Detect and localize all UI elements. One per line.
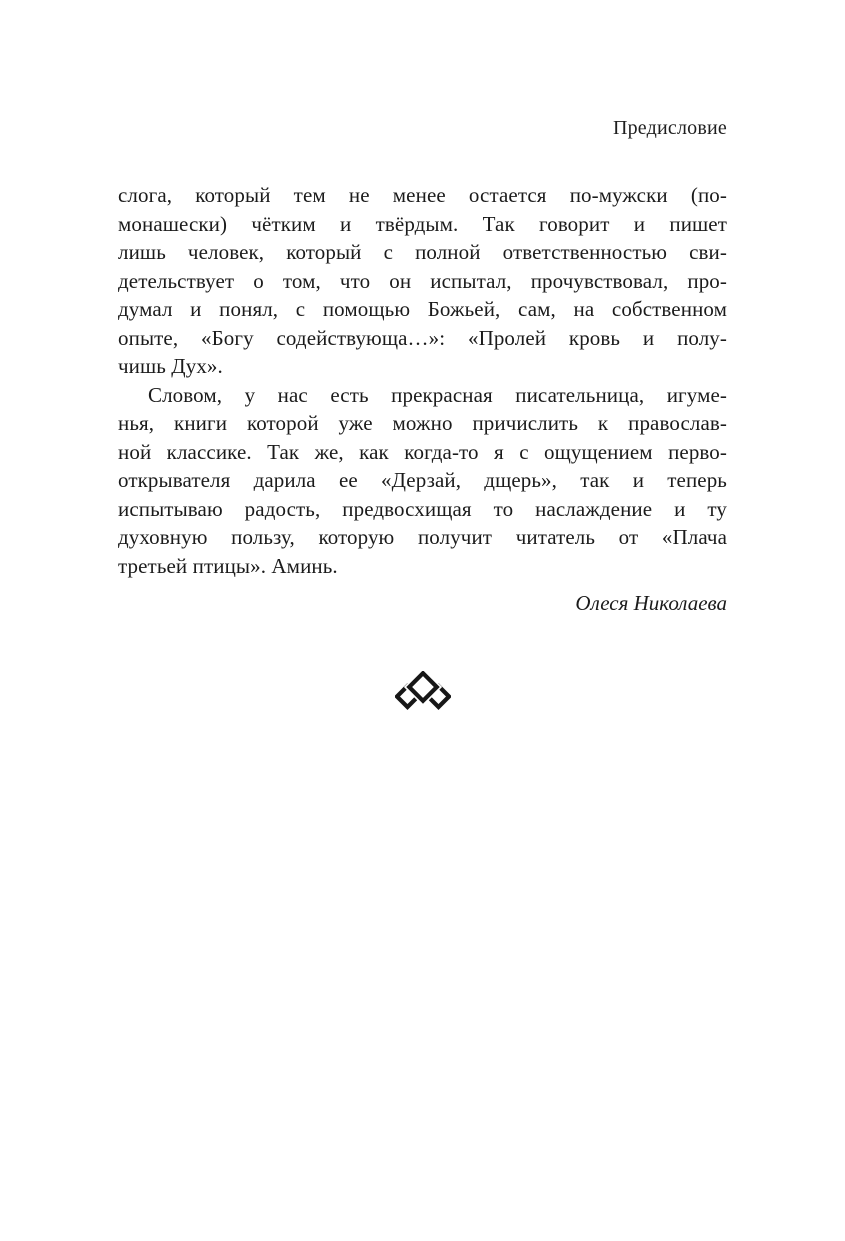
body-line: чишь Дух». [118, 354, 223, 378]
body-text [118, 181, 727, 580]
body-line: Словом, у нас есть прекрасная писательница, игуме- [148, 382, 727, 407]
body-line: ной классике. Так же, как когда-то я с ощущением перво- [118, 439, 727, 464]
body-line: третьей птицы». Аминь. [118, 553, 338, 578]
body-line: духовную пользу, которую получит читатель от «Плача [118, 525, 727, 549]
body-line: монашески) чётким и твёрдым. Так говорит и пишет [118, 211, 727, 236]
interlocked-diamonds-icon [395, 671, 451, 713]
body-line: слога, который тем не менее остается по-мужски (по- [118, 183, 727, 207]
body-line: испытываю радость, предвосхищая то наслаждение и ту [118, 496, 727, 521]
body-line: открывателя дарила ее «Дерзай, дщерь», так и теперь [118, 468, 727, 492]
body-line: детельствует о том, что он испытал, прочувствовал, про- [118, 268, 727, 293]
running-header: Предисловие [612, 117, 727, 139]
body-line: нья, книги которой уже можно причислить к православ- [118, 411, 727, 435]
body-line: лишь человек, который с полной ответственностью сви- [118, 240, 727, 264]
body-line: опыте, «Богу содействующа…»: «Пролей кровь и полу- [118, 325, 727, 350]
body-line: думал и понял, с помощью Божьей, сам, на собственном [118, 297, 727, 321]
author-signature: Олеся Николаева [575, 591, 727, 615]
ornament-container [0, 671, 845, 713]
